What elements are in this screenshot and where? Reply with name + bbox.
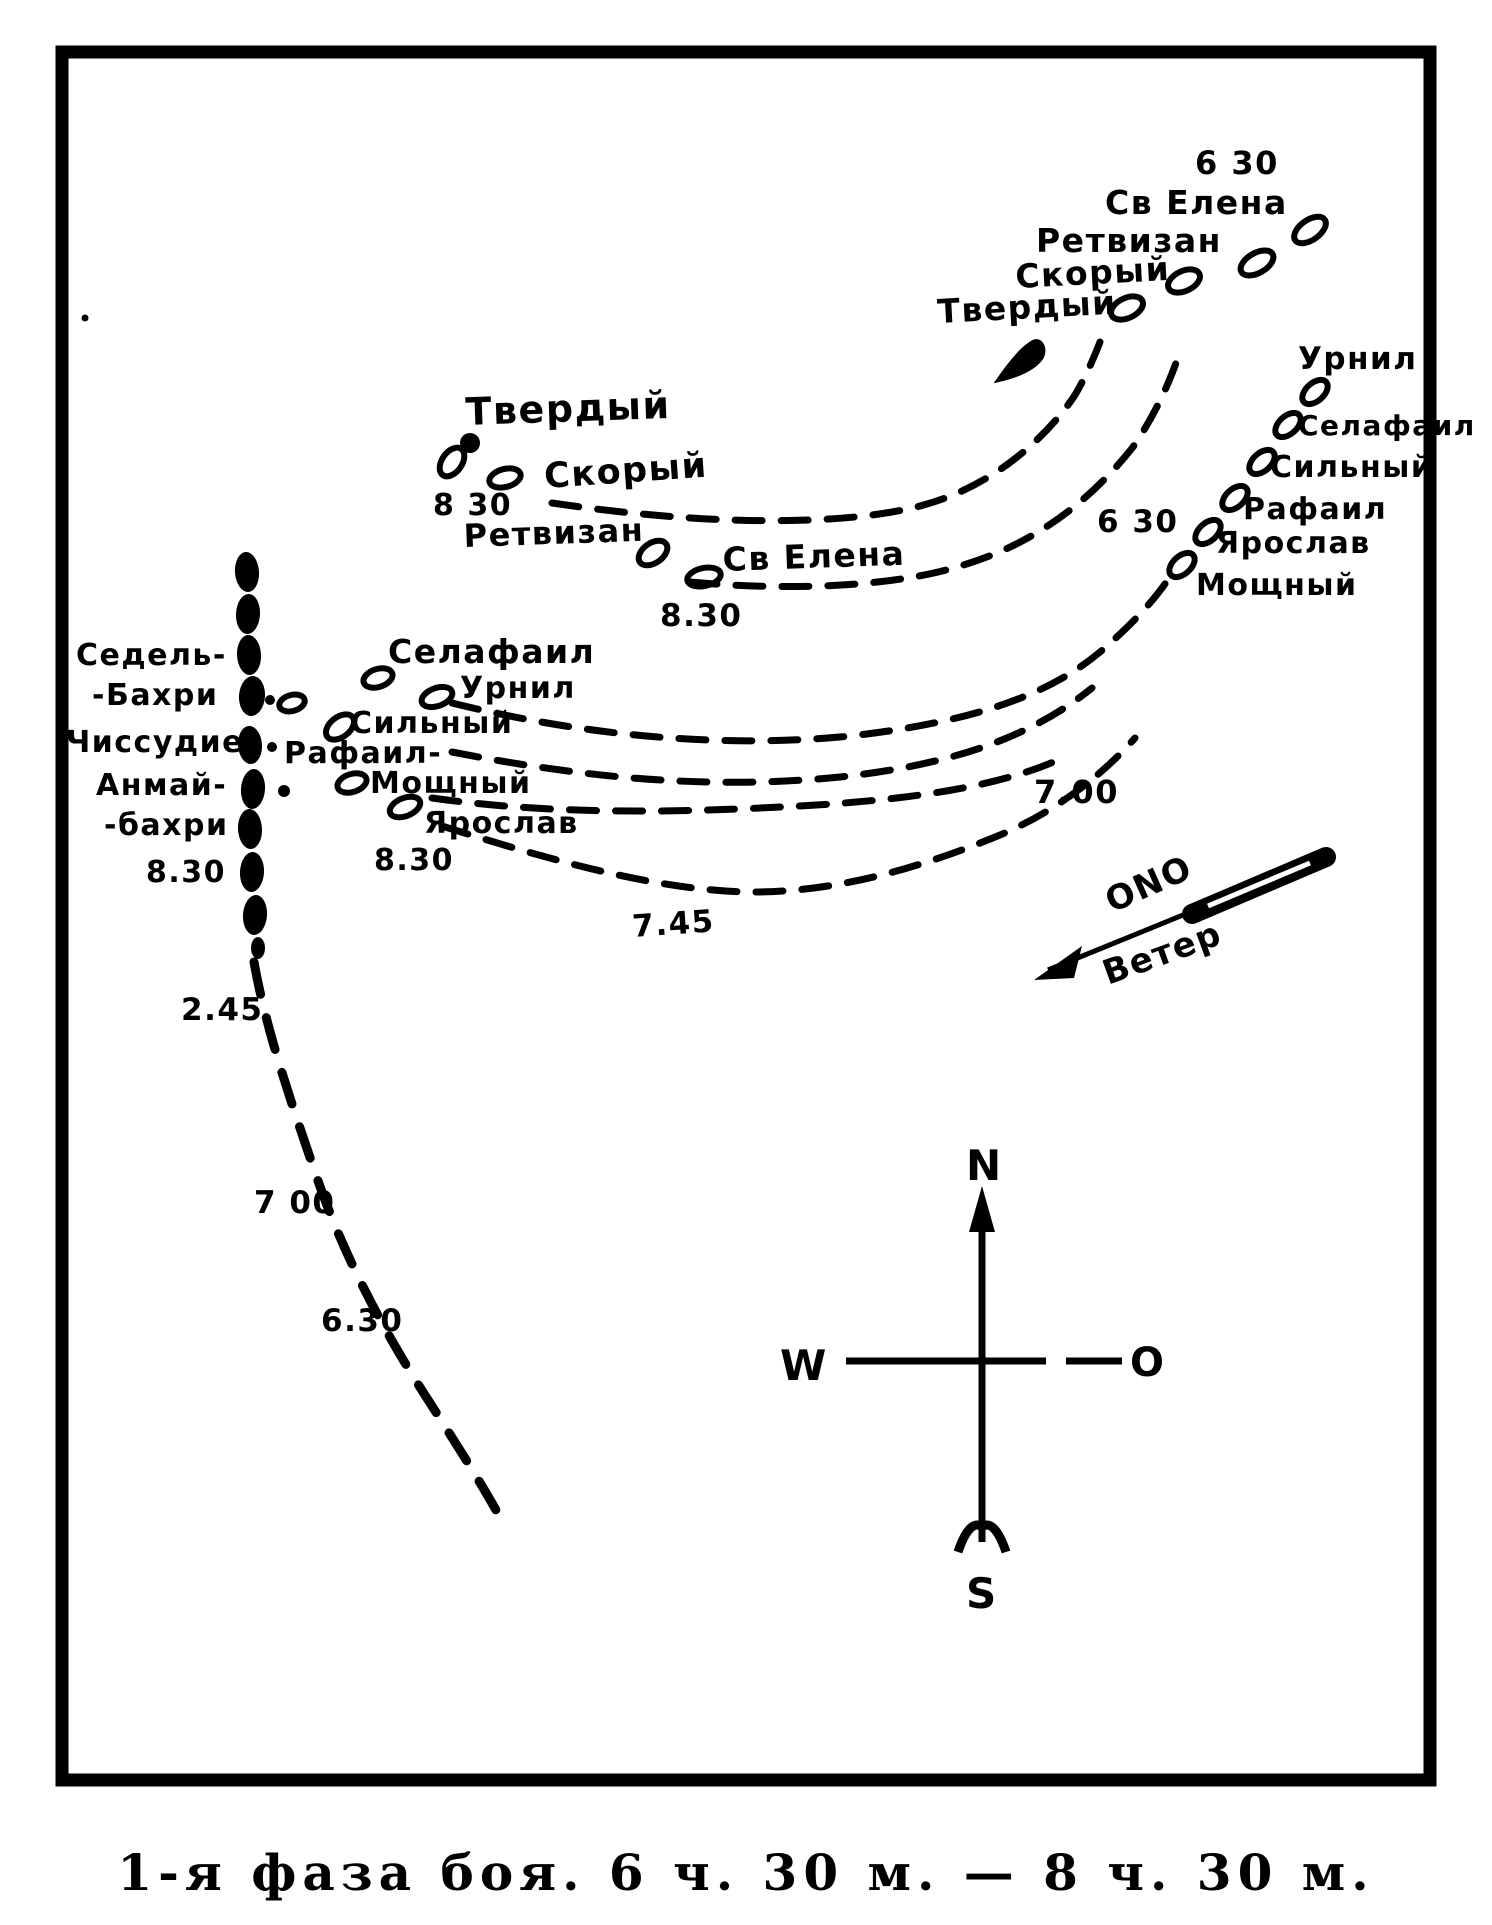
turkish-ship-marker — [240, 768, 267, 810]
track-turkish-approach — [254, 962, 507, 1530]
compass-north-arrowhead — [969, 1186, 995, 1232]
marker-link-dot — [267, 742, 277, 752]
ship-marker — [1236, 245, 1277, 280]
map-label-ship-selafail-830: Селафаил — [388, 632, 596, 671]
course-tracks-layer — [254, 342, 1181, 1530]
map-label-time-830-turk: 8.30 — [146, 855, 227, 890]
compass-rose — [780, 1141, 1164, 1618]
map-label-time-830-tverdyi: 8 30 — [433, 488, 513, 523]
turkish-ship-marker — [242, 894, 269, 936]
map-label-ship-rafail-630: Рафаил — [1243, 492, 1388, 527]
map-label-turk-anmai: Анмай- — [96, 768, 228, 803]
map-label-wind-direction: ONO — [1099, 847, 1199, 922]
map-label-ship-skoryi-830: Скорый — [542, 445, 709, 497]
map-label-time-700-trail: 7 00 — [254, 1185, 336, 1221]
turkish-ship-marker — [237, 808, 263, 849]
map-label-ship-tverdyi-630: Твердый — [936, 282, 1118, 331]
map-label-ship-skoryi-630: Скорый — [1014, 248, 1172, 296]
map-label-ship-retvizan-830: Ретвизан — [462, 510, 645, 555]
map-label-ship-rafail-830: Рафаил- — [284, 736, 443, 771]
map-label-ship-moshchnyi-830: Мощный — [370, 766, 532, 801]
wind-arrowhead — [1034, 946, 1082, 980]
map-label-time-700-right: 7.00 — [1034, 773, 1119, 811]
damaged-ship-teardrop-marker — [985, 336, 1052, 391]
map-label-time-630-mid: 6 30 — [1097, 504, 1179, 540]
ship-marker — [435, 443, 470, 481]
wind-arrow-feather-slit — [1208, 863, 1310, 906]
ship-marker — [487, 465, 523, 491]
map-label-ship-yaroslav-830: Ярослав — [424, 806, 579, 841]
map-label-turk-chissudie: Чиссудие — [66, 725, 244, 760]
marker-link-dot — [265, 695, 275, 705]
ship-marker — [1165, 548, 1199, 581]
map-label-ship-moshchnyi-630: Мощный — [1196, 568, 1358, 603]
map-label-ship-selafail-630: Селафаил — [1298, 409, 1476, 442]
map-label-wind-word: Ветер — [1097, 913, 1228, 994]
map-label-time-245-trail: 2.45 — [181, 992, 264, 1028]
map-label-ship-yaroslav-630: Ярослав — [1216, 526, 1371, 561]
map-label-ship-silnyi-830: Сильный — [350, 706, 514, 741]
map-border-frame — [62, 52, 1430, 1780]
compass-north-label: N — [966, 1141, 1002, 1190]
ship-marker — [1298, 375, 1332, 408]
map-label-time-745-mid: 7.45 — [631, 903, 716, 945]
ship-marker — [335, 770, 369, 796]
map-label-ship-urnil-830: Урнил — [460, 671, 576, 706]
map-label-time-830-mid: 8.30 — [660, 598, 743, 634]
figure-caption: 1-я фаза боя. 6 ч. 30 м. — 8 ч. 30 м. — [117, 1843, 1375, 1902]
turkish-ship-marker — [238, 675, 267, 717]
map-label-ship-sv-elena-830: Св Елена — [721, 533, 906, 579]
map-label-time-630-trail: 6.30 — [321, 1303, 404, 1339]
compass-east-label: O — [1130, 1340, 1165, 1386]
marker-link-dot — [278, 785, 290, 797]
ship-marker — [1290, 211, 1331, 248]
compass-south-label: S — [966, 1569, 997, 1618]
map-label-turk-bahri-2: -бахри — [104, 808, 229, 843]
compass-west-label: W — [780, 1341, 827, 1390]
map-label-time-630-topright: 6 30 — [1195, 144, 1279, 182]
map-label-ship-tverdyi-830: Твердый — [464, 382, 672, 434]
turkish-ship-marker — [235, 593, 261, 634]
map-label-ship-silnyi-630: Сильный — [1270, 450, 1434, 485]
map-label-ship-urnil-630: Урнил — [1298, 341, 1418, 377]
ship-marker — [277, 692, 306, 714]
turkish-ship-marker — [251, 937, 265, 959]
turkish-ship-marker — [236, 634, 262, 675]
map-label-ship-sv-elena-630: Св Елена — [1105, 183, 1288, 222]
map-label-turk-bahri-1: -Бахри — [92, 678, 219, 713]
map-label-ship-retvizan-630: Ретвизан — [1036, 221, 1222, 260]
map-label-time-830-left-group: 8.30 — [374, 843, 455, 878]
turkish-ship-marker — [239, 851, 265, 892]
turkish-ship-marker — [234, 551, 261, 593]
ink-speck — [82, 315, 89, 322]
map-label-turk-sedel: Седель- — [76, 638, 227, 673]
